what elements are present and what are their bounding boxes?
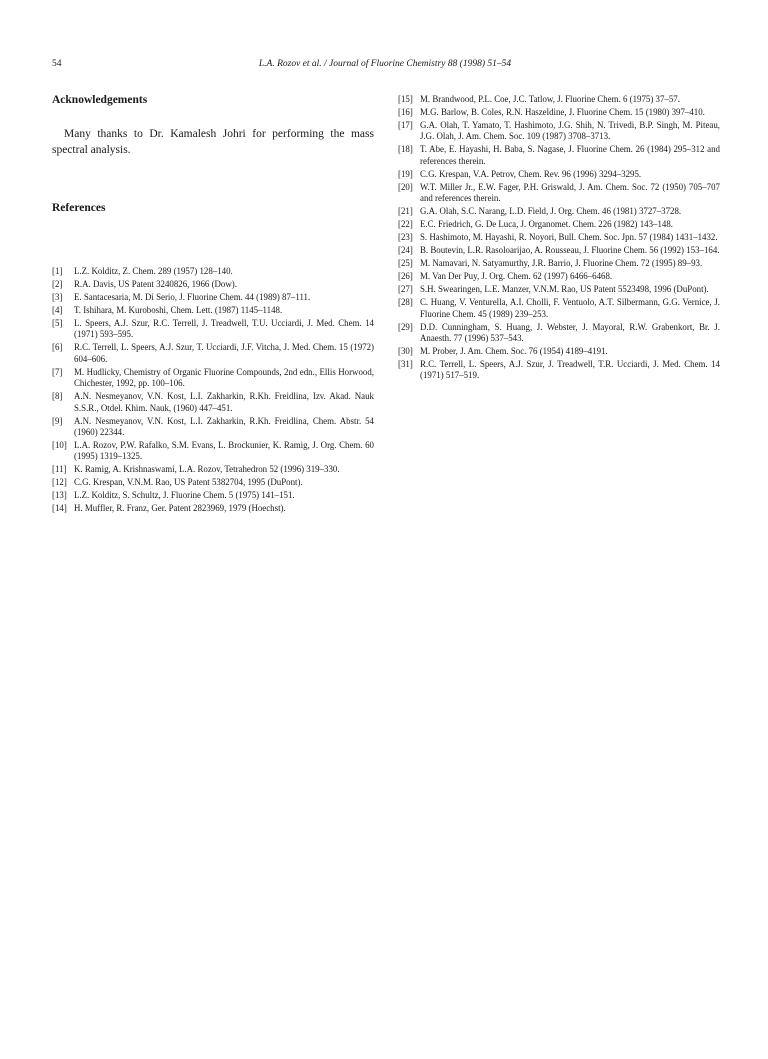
reference-number: [31] [398, 359, 413, 370]
reference-number: [26] [398, 271, 413, 282]
reference-number: [15] [398, 94, 413, 104]
right-column [398, 94, 720, 383]
reference-number: [3] [52, 292, 63, 302]
reference-text: H. Muffler, R. Franz, Ger. Patent 2823969, 1979 (Hoechst). [74, 503, 286, 514]
reference-item [398, 120, 720, 143]
reference-text: L.A. Rozov, P.W. Rafalko, S.M. Evans, L. Brockunier, K. Ramig, J. Org. Chem. 60 (1995) 1319–1325. [74, 440, 374, 462]
reference-item [398, 359, 720, 382]
reference-item [398, 271, 720, 282]
reference-text: M. Namavari, N. Satyamurthy, J.R. Barrio, J. Fluorine Chem. 72 (1995) 89–93. [420, 258, 703, 269]
reference-text: R.A. Davis, US Patent 3240826, 1966 (Dow). [74, 279, 237, 289]
reference-item [398, 245, 720, 256]
reference-number: [20] [398, 181, 413, 192]
reference-item [52, 342, 374, 365]
reference-item [52, 477, 374, 488]
reference-item [398, 232, 720, 243]
reference-item [52, 416, 374, 439]
reference-item [52, 266, 374, 277]
reference-text: M. Hudlicky, Chemistry of Organic Fluorine Compounds, 2nd edn., Ellis Horwood, Chichester, 1992, pp. 100–106. [74, 366, 374, 389]
reference-text: A.N. Nesmeyanov, V.N. Kost, L.I. Zakharkin, R.Kh. Freidlina, Chem. Abstr. 54 (1960) 22344. [74, 415, 374, 438]
reference-number: [8] [52, 391, 63, 402]
reference-item [398, 107, 720, 118]
reference-number: [21] [398, 206, 413, 217]
reference-text: G.A. Olah, S.C. Narang, L.D. Field, J. Org. Chem. 46 (1981) 3727–3728. [420, 206, 682, 217]
reference-number: [27] [398, 284, 413, 295]
reference-number: [18] [398, 144, 413, 155]
reference-text: E. Santacesaria, M. Di Serio, J. Fluorine Chem. 44 (1989) 87–111. [74, 292, 311, 302]
reference-number: [22] [398, 219, 413, 230]
reference-item [398, 297, 720, 320]
reference-text: M. Prober, J. Am. Chem. Soc. 76 (1954) 4189–4191. [420, 346, 608, 357]
reference-item [52, 318, 374, 341]
page-number: 54 [52, 59, 62, 69]
reference-number: [2] [52, 279, 63, 289]
reference-text: M. Brandwood, P.L. Coe, J.C. Tatlow, J. Fluorine Chem. 6 (1975) 37–57. [420, 94, 680, 104]
reference-number: [7] [52, 366, 63, 377]
reference-text: G.A. Olah, T. Yamato, T. Hashimoto, J.G. Shih, N. Trivedi, B.P. Singh, M. Piteau, J.G. Olah, J. Am. Chem. Soc. 109 (1987) 3708–3713. [420, 120, 720, 142]
reference-item [52, 490, 374, 501]
reference-item [52, 464, 374, 475]
reference-text: R.C. Terrell, L. Speers, A.J. Szur, T. Ucciardi, J.F. Vitcha, J. Med. Chem. 15 (1972) 604–606. [74, 342, 374, 364]
reference-text: C.G. Krespan, V.A. Petrov, Chem. Rev. 96 (1996) 3294–3295. [420, 168, 642, 179]
reference-item [52, 391, 374, 414]
running-title: L.A. Rozov et al. / Journal of Fluorine Chemistry 88 (1998) 51–54 [258, 59, 512, 69]
reference-text: C. Huang, V. Venturella, A.I. Cholli, F. Ventuolo, A.T. Silbermann, G.G. Vernice, J. Fluorine Chem. 45 (1989) 239–253. [420, 297, 720, 319]
reference-item [398, 322, 720, 345]
reference-text: S.H. Swearingen, L.E. Manzer, V.N.M. Rao, US Patent 5523498, 1996 (DuPont). [420, 284, 709, 295]
reference-text: K. Ramig, A. Krishnaswami, L.A. Rozov, Tetrahedron 52 (1996) 319–330. [74, 464, 340, 475]
reference-item [398, 206, 720, 217]
reference-text: R.C. Terrell, L. Speers, A.J. Szur, J. Treadwell, T.R. Ucciardi, J. Med. Chem. 14 (1971) 517–519. [420, 359, 720, 381]
reference-item [52, 305, 374, 316]
reference-text: L.Z. Kolditz, S. Schultz, J. Fluorine Chem. 5 (1975) 141–151. [74, 490, 295, 501]
reference-item [398, 219, 720, 230]
reference-item [52, 503, 374, 514]
reference-number: [16] [398, 107, 413, 117]
reference-text: A.N. Nesmeyanov, V.N. Kost, L.I. Zakharkin, R.Kh. Freidlina, Izv. Akad. Nauk S.S.R., Otdel. Khim. Nauk, (1960) 447–451. [74, 391, 374, 413]
reference-number: [13] [52, 490, 67, 501]
reference-number: [24] [398, 245, 413, 256]
reference-text: T. Abe, E. Hayashi, H. Baba, S. Nagase, J. Fluorine Chem. 26 (1984) 295–312 and references therein. [420, 144, 720, 166]
reference-number: [12] [52, 477, 67, 488]
reference-number: [10] [52, 440, 67, 451]
reference-list-left [52, 266, 374, 516]
reference-number: [5] [52, 318, 63, 328]
reference-text: S. Hashimoto, M. Hayashi, R. Noyori, Bull. Chem. Soc. Jpn. 57 (1984) 1431–1432. [420, 232, 718, 243]
reference-item [52, 367, 374, 390]
reference-number: [28] [398, 297, 413, 308]
reference-text: L. Speers, A.J. Szur, R.C. Terrell, J. Treadwell, T.U. Ucciardi, J. Med. Chem. 14 (1971) 593–595. [74, 318, 374, 340]
reference-number: [9] [52, 415, 63, 426]
reference-text: E.C. Friedrich, G. De Luca, J. Organomet. Chem. 226 (1982) 143–148. [420, 219, 673, 230]
reference-text: B. Boutevin, L.R. Rasoloarijao, A. Rousseau, J. Fluorine Chem. 56 (1992) 153–164. [420, 245, 720, 256]
reference-text: M. Van Der Puy, J. Org. Chem. 62 (1997) 6466–6468. [420, 271, 613, 282]
reference-number: [29] [398, 321, 413, 332]
reference-number: [30] [398, 346, 413, 357]
reference-text: W.T. Miller Jr., E.W. Fager, P.H. Griswald, J. Am. Chem. Soc. 72 (1950) 705–707 and references therein. [420, 181, 720, 204]
reference-text: D.D. Cunningham, S. Huang, J. Webster, J. Mayoral, R.W. Grabenkort, Br. J. Anaesth. 77 (1996) 537–543. [420, 321, 720, 344]
reference-number: [19] [398, 168, 413, 179]
reference-list-right [398, 94, 720, 382]
reference-item [52, 440, 374, 463]
reference-item [398, 346, 720, 357]
reference-number: [11] [52, 464, 67, 475]
reference-item [398, 258, 720, 269]
reference-item [398, 284, 720, 295]
reference-text: M.G. Barlow, B. Coles, R.N. Haszeldine, J. Fluorine Chem. 15 (1980) 397–410. [420, 107, 705, 117]
reference-number: [6] [52, 342, 63, 353]
reference-item [398, 182, 720, 205]
acknowledgements-text: Many thanks to Dr. Kamalesh Johri for performing the mass spectral analysis. [52, 128, 374, 156]
acknowledgements-heading: Acknowledgements [52, 94, 148, 106]
reference-item [52, 292, 374, 303]
reference-number: [1] [52, 266, 63, 276]
references-heading: References [52, 202, 106, 214]
running-header [52, 59, 718, 73]
reference-number: [25] [398, 258, 413, 269]
reference-number: [17] [398, 120, 413, 130]
reference-text: L.Z. Kolditz, Z. Chem. 289 (1957) 128–140. [74, 266, 233, 276]
reference-item [398, 144, 720, 167]
reference-text: C.G. Krespan, V.N.M. Rao, US Patent 5382704, 1995 (DuPont). [74, 477, 303, 488]
reference-number: [4] [52, 305, 63, 315]
reference-item [398, 94, 720, 105]
reference-text: T. Ishihara, M. Kuroboshi, Chem. Lett. (1987) 1145–1148. [74, 305, 283, 315]
reference-item [52, 279, 374, 290]
reference-item [398, 169, 720, 180]
reference-number: [23] [398, 232, 413, 243]
reference-number: [14] [52, 503, 67, 514]
